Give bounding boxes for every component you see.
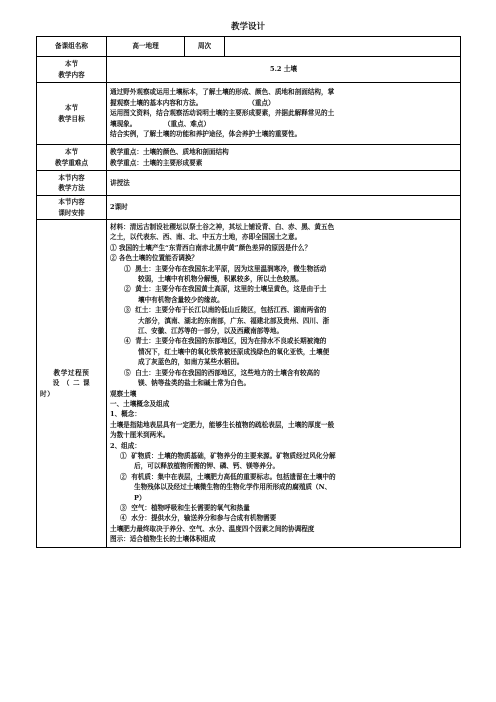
schedule-label-line2: 课时安排 [58, 208, 85, 217]
page-title: 教学设计 [230, 22, 265, 32]
goals-label-line1: 本节 [64, 104, 79, 113]
process-label [37, 220, 107, 548]
process-label-line2: 设 （ 二 课 [52, 379, 91, 388]
concept-line: 土壤是指陆地表层具有一定肥力，能够生长植物的疏松表层，土壤的厚度一般 [110, 420, 335, 429]
keypoint-line: 教学重点：土壤的主要形成要素 [110, 158, 203, 167]
process-label-line3: 时） [40, 389, 55, 398]
soil-item: ④ 青土：主要分布在我国的东部地区，因为在排水不良或长期被淹的 情况下，红土壤中的氧化铁常被还原成浅绿色的氧化亚铁，土壤便 成了灰蓝色的，如南方某些水稻田。 [124, 337, 330, 367]
question-2: ② 各色土壤的位置能否调换？ [110, 254, 199, 263]
group-label: 备课组名称 [37, 37, 107, 57]
component-item: ① 矿物质：土壤的物质基础，矿物养分的主要来源。矿物质经过风化分解 后，可以释放植物所需的钾、磷、钙、镁等养分。 [120, 451, 336, 471]
methods-label-line1: 本节内容 [58, 173, 85, 182]
goals-line: 壤现象。 （重点、难点） [110, 119, 211, 128]
goals-value [107, 83, 461, 145]
component-list [110, 451, 457, 524]
goals-line: 握观察土壤的基本内容和方法。 （重点） [110, 98, 275, 107]
keypoints-label-line1: 本节 [64, 148, 79, 157]
concept-heading: 1、概念： [110, 410, 141, 419]
methods-label-line2: 教学方法 [58, 184, 85, 192]
process-value [107, 220, 461, 548]
week-value [225, 37, 461, 57]
question-1: ① 我国的土壤产生“东青西白南赤北黑中黄”颜色差异的原因是什么？ [110, 243, 312, 252]
goals-line: 结合实例，了解土壤的功能和养护途径，体会养护土壤的重要性。 [110, 130, 302, 139]
schedule-label-line1: 本节内容 [58, 198, 85, 207]
component-item: ② 有机质：集中在表层，土壤肥力高低的重要标志。包括遗留在土壤中的 生物残体以及经过土壤微生物的生物化学作用所形成的腐殖质（N、 P） [120, 472, 336, 502]
keypoints-value [107, 145, 461, 171]
component-item: ④ 水分：提供水分，输送养分和参与合成有机物需要 [120, 514, 277, 523]
group-value: 高一地理 [107, 37, 185, 57]
component-item: ③ 空气：植物呼吸和生长需要的氧气和热量 [120, 503, 250, 512]
observe-heading: 观察土壤 [110, 389, 137, 398]
goals-label [37, 83, 107, 145]
fertility-line: 土壤肥力最终取决于养分、空气、水分、温度四个因素之间的协调程度 [110, 524, 315, 533]
soil-item: ⑤ 白土：主要分布在我国的西部地区，这些地方的土壤含有较高的 镁、钠等盐类的盐土和碱土常为白色。 [124, 368, 320, 388]
soil-item: ③ 红土：主要分布于长江以南的低山丘陵区，包括江西、湖南两省的 大部分，滇南、湖北的东南部，广东、福建北部及贵州、四川、浙 江、安徽、江苏等的一部分，以及西藏南部等地。 [124, 306, 330, 336]
soil-item: ① 黑土：主要分布在我国东北平原，因为这里温润寒冷，微生物活动 较弱，土壤中有机物分解慢，积累较多，所以土色较黑。 [124, 264, 327, 284]
keypoints-label [37, 145, 107, 171]
content-label-line2: 教学内容 [58, 70, 85, 79]
content-value: 5.2 土壤 [107, 57, 461, 83]
soil-list [110, 264, 457, 389]
schedule-value: 2课时 [107, 196, 461, 220]
lesson-plan-table [36, 36, 461, 548]
goals-line: 运用图文资料，结合观察活动说明土壤的主要形成要素，并据此解释常见的土 [110, 109, 335, 118]
keypoint-line: 教学重点：土壤的颜色、质地和剖面结构 [110, 148, 229, 157]
schedule-label [37, 196, 107, 220]
content-label [37, 57, 107, 83]
figure-caption: 图示：适合植物生长的土壤体积组成 [110, 535, 216, 544]
soil-item: ② 黄土：主要分布在我国黄土高原，这里的土壤呈黄色，这是由于土 壤中有机物含量较少的缘故。 [124, 285, 327, 304]
methods-label [37, 171, 107, 196]
week-label: 周次 [185, 37, 225, 57]
goals-line: 通过野外观察或运用土壤标本，了解土壤的形成、颜色、质地和剖面结构，掌 [110, 88, 335, 97]
goals-label-line2: 教学目标 [58, 114, 85, 123]
intro-line: 材料：清远古制设社稷坛以祭土谷之神，其坛上铺设青、白、赤、黑、黄五色 [110, 223, 335, 231]
section-heading: 一、土壤概念及组成 [110, 399, 170, 408]
intro-line: 之土，以代表东、西、南、北、中五方土地，亦即全国国土之意。 [110, 233, 302, 242]
process-label-line1: 教学过程预 [53, 368, 90, 377]
keypoints-label-line2: 教学重难点 [55, 158, 88, 167]
methods-value: 讲授法 [107, 171, 461, 196]
composition-heading: 2、组成： [110, 441, 141, 450]
concept-line: 为数十厘米到两米。 [110, 431, 170, 440]
content-label-line1: 本节 [64, 60, 79, 69]
